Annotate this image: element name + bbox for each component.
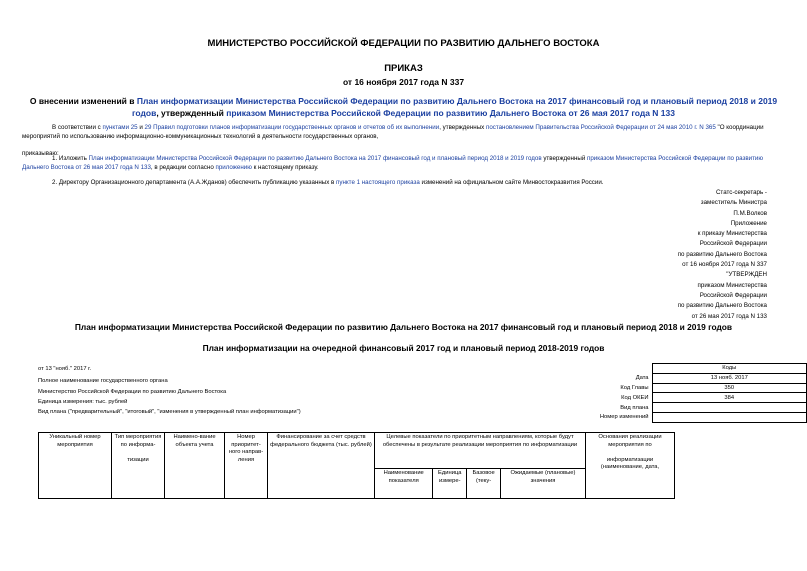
col-type: Тип мероприятия по информа- тизации <box>112 433 165 499</box>
link-order-133[interactable]: приказом Министерства Российской Федерации по развитию Дальнего Востока от 26 мая 2017 года N 133 <box>22 155 764 171</box>
col-indicator-base: Базовое (теку- <box>467 469 501 499</box>
signature-line: Российской Федерации <box>699 291 767 299</box>
meta-date: от 13 "нояб." 2017 г. <box>38 366 92 372</box>
plan-title: План информатизации Министерства Российской Федерации по развитию Дальнего Востока на 2017 финансовый год и плановый период 2018 и 2019 годов <box>74 322 733 332</box>
plan-subtitle: План информатизации на очередной финансовый 2017 год и плановый период 2018-2019 годов <box>202 343 605 353</box>
doc-date-number: от 16 ноября 2017 года N 337 <box>342 77 465 87</box>
doc-type: ПРИКАЗ <box>384 63 423 74</box>
codes-header: Коды <box>652 364 806 374</box>
col-indicator-planned: Ожидаемые (плановые) значения <box>500 469 585 499</box>
signature-line: заместитель Министра <box>700 199 767 207</box>
title-link-plan[interactable]: План информатизации Министерства Российской Федерации по развитию Дальнего Востока на 2017 финансовый год и плановый период 2018 и 2019 годов <box>131 96 778 118</box>
codes-table <box>560 363 807 423</box>
col-grounds: Основания реализации мероприятия по информатизации (наименование, дата, <box>586 433 675 499</box>
meta-unit: Единица измерения: тыс. рублей <box>38 399 128 405</box>
signature-line: "УТВЕРЖДЕН <box>726 271 767 279</box>
signature-block <box>607 188 767 322</box>
paragraph-preamble: В соответствии с пунктами 25 и 29 Правил подготовки планов информатизации государственных органов и отчетов об их выполнении, утвержденных постановлением Правительства Российской Федерации от 24 мая 2010 г. N 365 "О координации мероприятий по использованию информационно-коммуникационных технологий в деятельности государственных органов, <box>22 124 764 140</box>
codes-label: Дата <box>560 373 652 383</box>
signature-line: приказом Министерства <box>697 281 767 289</box>
link-appendix[interactable]: приложению <box>215 163 252 171</box>
signature-line: от 26 мая 2017 года N 133 <box>691 312 767 320</box>
signature-line: П.М.Волков <box>733 209 767 217</box>
codes-value <box>652 403 806 413</box>
meta-org-name: Министерство Российской Федерации по развитию Дальнего Востока <box>38 389 227 395</box>
paragraph-item-1: 1. Изложить План информатизации Министерства Российской Федерации по развитию Дальнего Востока на 2017 финансовый год и плановый период 2018 и 2019 годов утвержденный приказом Министерства Российской Федерации по развитию Дальнего Востока от 26 мая 2017 года N 133, в редакции согласно приложению к настоящему приказу. <box>22 155 764 171</box>
signature-line: от 16 ноября 2017 года N 337 <box>682 261 767 269</box>
signature-line: Российской Федерации <box>699 240 767 248</box>
signature-line: по развитию Дальнего Востока <box>677 302 767 310</box>
link-plan[interactable]: План информатизации Министерства Российской Федерации по развитию Дальнего Востока на 2017 финансовый год и плановый период 2018 и 2019 годов <box>88 155 542 162</box>
signature-line: Статс-секретарь - <box>715 189 767 196</box>
link-rules-29[interactable]: 29 Правил подготовки планов информатизации государственных органов и отчетов об их выполнении <box>144 124 440 131</box>
link-item-1[interactable]: пункте 1 настоящего приказа <box>336 179 420 186</box>
meta-org-label: Полное наименование государственного органа <box>38 378 168 384</box>
signature-line: по развитию Дальнего Востока <box>677 250 767 258</box>
codes-value: 13 нояб. 2017 <box>652 373 806 383</box>
signature-line: Приложение <box>730 219 767 227</box>
col-priority-number: Номер приоритет-ного направ- ления <box>225 433 268 499</box>
title-link-order[interactable]: приказом Министерства Российской Федерации по развитию Дальнего Востока от 26 мая 2017 года N 133 <box>226 107 675 118</box>
codes-label: Вид плана <box>560 403 652 413</box>
codes-label: Код Главы <box>560 383 652 393</box>
paragraph-order: приказываю: <box>22 150 59 157</box>
col-target-indicators: Целевые показатели по приоритетным направлениям, которые будут обеспечены в результате реализации мероприятия по информатизации <box>375 433 586 469</box>
plan-table <box>38 432 675 499</box>
codes-value <box>652 412 806 422</box>
link-decree-365[interactable]: постановлением Правительства Российской Федерации от 24 мая 2010 г. N 365 <box>485 124 716 131</box>
signature-line: к приказу Министерства <box>697 230 767 238</box>
paragraph-item-2: 2. Директору Организационного департамента (А.А.Жданов) обеспечить публикацию указанных в пункте 1 настоящего приказа изменений на официальном сайте Минвостокразвития России. <box>52 179 604 186</box>
codes-value: 350 <box>652 383 806 393</box>
col-object-name: Наимено-вание объекта учета <box>165 433 225 499</box>
codes-label: Номер изменений <box>560 412 652 422</box>
codes-value: 384 <box>652 393 806 403</box>
col-financing: Финансирование за счет средств федерального бюджета (тыс. рублей) <box>268 433 375 499</box>
col-indicator-unit: Единица измере- <box>433 469 467 499</box>
codes-label: Код ОКЕИ <box>560 393 652 403</box>
col-unique-number: Уникальный номер мероприятия <box>39 433 112 499</box>
meta-plan-kind: Вид плана ("предварительный", "итоговый", "изменения в утвержденный план информатизации") <box>38 409 301 415</box>
doc-title: О внесении изменений в План информатизации Министерства Российской Федерации по развитию Дальнего Востока на 2017 финансовый год и плановый период 2018 и 2019 годов, утвержденный приказом Министерства Российской Федерации по развитию Дальнего Востока от 26 мая 2017 года N 133 <box>29 96 778 118</box>
link-rules-25[interactable]: пунктами 25 <box>102 124 138 131</box>
col-indicator-name: Наименование показателя <box>375 469 433 499</box>
ministry-heading: МИНИСТЕРСТВО РОССИЙСКОЙ ФЕДЕРАЦИИ ПО РАЗВИТИЮ ДАЛЬНЕГО ВОСТОКА <box>207 38 600 49</box>
